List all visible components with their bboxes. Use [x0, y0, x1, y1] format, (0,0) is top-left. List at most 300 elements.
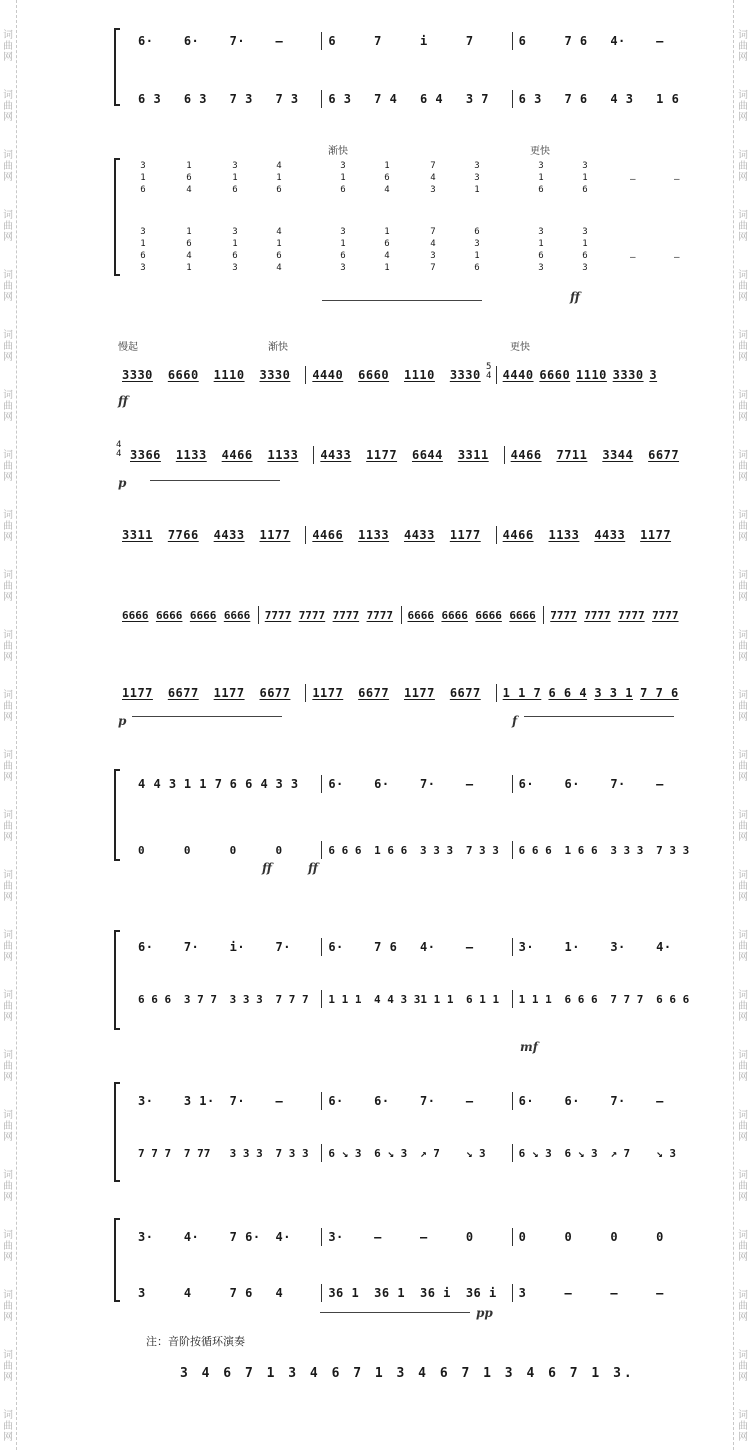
dynamic-p: p — [118, 476, 127, 490]
note-group: 3 — [518, 1286, 527, 1300]
watermark-text: 词曲网 — [738, 150, 748, 183]
note-group: 7 4 — [374, 92, 398, 106]
note-group: 7· — [229, 1094, 246, 1108]
rest-dash: – — [674, 252, 680, 263]
note-group: 7777 — [652, 608, 679, 622]
note-group: 0 — [656, 1230, 664, 1244]
watermark-text: 词曲网 — [3, 750, 13, 783]
watermark-text: 词曲网 — [3, 570, 13, 603]
watermark-text: 词曲网 — [738, 510, 748, 543]
note-group: 6660 — [539, 368, 571, 382]
watermark-text: 词曲网 — [738, 1350, 748, 1383]
note-group: 1177 — [640, 528, 672, 542]
chord-stack-upper: 7 4 3 — [430, 161, 436, 195]
note-group: 6 1 1 — [466, 992, 500, 1006]
note-group: 3330 — [612, 368, 644, 382]
watermark-text: 词曲网 — [3, 930, 13, 963]
watermark-text: 词曲网 — [3, 1350, 13, 1383]
system-11 — [110, 1218, 705, 1333]
note-group: 6660 — [167, 368, 199, 382]
system-2-chords — [110, 140, 705, 315]
watermark-text: 词曲网 — [3, 1170, 13, 1203]
note-group: 3 3 3 — [229, 992, 263, 1006]
time-signature-5-4: 5 4 — [486, 362, 492, 381]
measure — [321, 1144, 511, 1162]
rest-dash: – — [630, 174, 636, 185]
tempo-mark-faster: 更快 — [510, 342, 530, 353]
note-group: 1110 — [403, 368, 435, 382]
note-group: 0 — [229, 843, 237, 857]
note-group: 1 1 1 — [328, 992, 362, 1006]
note-group: 4 4 3 — [138, 777, 177, 791]
measure — [496, 366, 686, 384]
system-4 — [110, 440, 705, 490]
note-group: 6666 — [189, 608, 217, 622]
note-group: ↗ 7 — [610, 1146, 631, 1160]
note-group: 0 — [465, 1230, 474, 1244]
note-group: 7 6· — [229, 1230, 261, 1244]
score-sheet — [110, 0, 705, 1450]
chord-stack-upper: 3 1 6 — [538, 161, 544, 195]
note-group: 6666 — [475, 608, 502, 622]
crescendo-hairpin — [150, 480, 280, 481]
system-10 — [110, 1082, 705, 1192]
system-8 — [110, 765, 705, 875]
note-group: 3· — [138, 1230, 154, 1244]
note-group: – — [610, 1286, 619, 1300]
note-group: 7 7 6 — [640, 686, 679, 700]
note-group: 6 6 4 — [229, 777, 269, 791]
measure — [132, 841, 321, 859]
note-group: – — [656, 34, 664, 48]
note-group: 1110 — [213, 368, 245, 382]
watermark-text: 词曲网 — [3, 630, 13, 663]
chord-stack-lower: 3 1 6 3 — [340, 227, 346, 273]
watermark-text: 词曲网 — [738, 1170, 748, 1203]
note-group: 4 — [183, 1286, 192, 1300]
note-group: 36 1 — [328, 1286, 360, 1300]
note-group: ↗ 7 — [419, 1146, 440, 1160]
note-group: 7 7 7 — [138, 1146, 172, 1160]
measure — [504, 446, 694, 464]
crescendo-hairpin — [132, 716, 282, 717]
note-group: 4· — [610, 34, 626, 48]
melody-row — [132, 1092, 702, 1110]
dynamic-ff: ff — [308, 861, 318, 875]
measure — [258, 606, 401, 624]
note-group: 3 1· — [183, 1094, 215, 1108]
note-group: 7 3 3 — [275, 1146, 309, 1160]
note-group: 4· — [183, 1230, 200, 1244]
system-9 — [110, 930, 705, 1055]
watermark-text: 词曲网 — [738, 930, 748, 963]
chord-stack-lower: 1 6 4 1 — [384, 227, 390, 273]
watermark-text: 词曲网 — [3, 390, 13, 423]
accompaniment-row — [132, 1144, 702, 1162]
watermark-text: 词曲网 — [738, 390, 748, 423]
melody-row — [116, 526, 686, 544]
note-group: – — [465, 940, 474, 954]
measure — [512, 1228, 702, 1246]
note-group: 6666 — [441, 608, 468, 622]
crescendo-hairpin — [322, 300, 482, 301]
watermark-text: 词曲网 — [738, 870, 748, 903]
measure — [512, 938, 702, 956]
watermark-text: 词曲网 — [738, 690, 748, 723]
measure — [132, 938, 321, 956]
note-group: 6· — [328, 1094, 344, 1108]
watermark-text: 词曲网 — [3, 990, 13, 1023]
rest-dash: – — [630, 252, 636, 263]
melody-row — [124, 446, 694, 464]
note-group: 4· — [275, 1230, 291, 1244]
system-brace — [114, 1082, 116, 1182]
note-group: 7· — [419, 1094, 436, 1108]
chord-stack-lower: 1 6 4 1 — [186, 227, 192, 273]
melody-row — [116, 684, 686, 702]
melody-row — [132, 775, 702, 793]
note-group: – — [564, 1286, 573, 1300]
watermark-text: 词曲网 — [738, 30, 748, 63]
measure — [321, 1228, 511, 1246]
measure — [512, 841, 702, 859]
chord-stack-upper: 4 1 6 — [276, 161, 282, 195]
chord-stack-lower: 3 1 6 3 — [140, 227, 146, 273]
note-group: 3311 — [122, 528, 153, 542]
measure — [496, 526, 686, 544]
note-group: 7711 — [556, 448, 588, 462]
note-group: 6 6 6 — [328, 843, 362, 857]
note-group: 3311 — [457, 448, 489, 462]
watermark-text: 词曲网 — [738, 330, 748, 363]
note-group: 3 — [649, 368, 658, 382]
note-group: 1177 — [449, 528, 481, 542]
tempo-mark-faster: 更快 — [530, 146, 550, 157]
note-group: 6 — [518, 34, 527, 48]
note-group: 3· — [138, 1094, 154, 1108]
footnote-scale: 3 4 6 7 1 3 4 6 7 1 3 4 6 7 1 3 4 6 7 1 3. — [180, 1366, 635, 1381]
note-group: 1133 — [175, 448, 207, 462]
note-group: 1177 — [312, 686, 344, 700]
note-group: 36 i — [465, 1286, 497, 1300]
chord-stack-lower: 4 1 6 4 — [276, 227, 282, 273]
chord-stack-upper: 1 6 4 — [384, 161, 390, 195]
rest-dash: – — [674, 174, 680, 185]
note-group: 7777 — [298, 608, 326, 622]
tremolo-row — [116, 606, 686, 624]
note-group: 6 6 6 — [518, 843, 552, 857]
note-group: – — [656, 1094, 664, 1108]
note-group: ↘ 3 — [656, 1146, 677, 1160]
watermark-text: 词曲网 — [738, 750, 748, 783]
note-group: 1 1 1 — [518, 992, 552, 1006]
note-group: 6677 — [167, 686, 199, 700]
note-group: 6 4 — [419, 92, 444, 106]
system-brace — [114, 769, 116, 861]
watermark-text: 词曲网 — [738, 990, 748, 1023]
measure — [512, 990, 702, 1008]
measure — [305, 526, 495, 544]
note-group: 6 6 4 — [548, 686, 588, 700]
measure — [512, 32, 702, 50]
measure — [132, 1284, 321, 1302]
dynamic-f: f — [512, 714, 518, 728]
watermark-text: 词曲网 — [3, 1110, 13, 1143]
note-group: 4433 — [403, 528, 435, 542]
note-group: 3 3 3 — [610, 843, 644, 857]
watermark-text: 词曲网 — [738, 450, 748, 483]
melody-row — [132, 1228, 702, 1246]
watermark-text: 词曲网 — [738, 90, 748, 123]
dynamic-ff: ff — [262, 861, 272, 875]
note-group: 4466 — [312, 528, 344, 542]
measure — [132, 90, 321, 108]
note-group: 6· — [518, 777, 535, 791]
note-group: 6677 — [648, 448, 680, 462]
measure — [321, 90, 511, 108]
watermark-text: 词曲网 — [738, 1410, 748, 1443]
chord-stack-upper: 3 1 6 — [140, 161, 146, 195]
dynamic-pp: pp — [476, 1306, 493, 1320]
note-group: 1133 — [267, 448, 299, 462]
note-group: – — [656, 777, 664, 791]
note-group: 1177 — [259, 528, 291, 542]
system-brace — [114, 1218, 116, 1302]
note-group: 0 — [518, 1230, 527, 1244]
note-group: 6· — [183, 34, 200, 48]
note-group: 7 7 7 — [275, 992, 309, 1006]
note-group: 6 3 — [328, 92, 352, 106]
measure — [132, 32, 321, 50]
note-group: 7 6 — [564, 34, 588, 48]
chord-stack-upper: 1 6 4 — [186, 161, 192, 195]
note-group: 6· — [374, 777, 390, 791]
watermark-text: 词曲网 — [738, 570, 748, 603]
measure — [512, 90, 702, 108]
note-group: i — [419, 34, 428, 48]
note-group: 6· — [328, 940, 344, 954]
chord-stack-lower: 7 4 3 7 — [430, 227, 436, 273]
note-group: 6644 — [411, 448, 443, 462]
note-group: 6· — [518, 1094, 535, 1108]
note-group: 1177 — [366, 448, 398, 462]
note-group: i· — [229, 940, 246, 954]
watermark-text: 词曲网 — [3, 1410, 13, 1443]
measure — [305, 366, 495, 384]
note-group: 3 7 — [465, 92, 489, 106]
note-group: 6 — [328, 34, 337, 48]
measure — [313, 446, 503, 464]
note-group: 6666 — [155, 608, 183, 622]
note-group: 7777 — [584, 608, 611, 622]
note-group: 3 3 1 — [594, 686, 633, 700]
note-group: 6666 — [122, 608, 149, 622]
crescendo-hairpin — [524, 716, 674, 717]
watermark-text: 词曲网 — [3, 1290, 13, 1323]
melody-row — [132, 32, 702, 50]
chord-stack-upper: 3 1 6 — [232, 161, 238, 195]
watermark-text: 词曲网 — [3, 90, 13, 123]
time-signature-4-4: 4 4 — [116, 440, 122, 459]
measure — [321, 1284, 511, 1302]
note-group: 3330 — [449, 368, 481, 382]
watermark-text: 词曲网 — [3, 870, 13, 903]
note-group: 7 3 3 — [656, 843, 690, 857]
note-group: 6677 — [259, 686, 291, 700]
measure — [321, 841, 511, 859]
note-group: 7777 — [366, 608, 394, 622]
system-3 — [110, 336, 705, 406]
note-group: 6· — [564, 1094, 580, 1108]
note-group: 4· — [419, 940, 436, 954]
measure — [116, 366, 305, 384]
tempo-mark-gradual-fast: 渐快 — [328, 146, 348, 157]
note-group: 3· — [610, 940, 626, 954]
note-group: 6· — [564, 777, 580, 791]
note-group: 0 — [610, 1230, 619, 1244]
system-brace — [114, 930, 116, 1030]
note-group: 4433 — [594, 528, 626, 542]
right-watermark-strip — [733, 0, 750, 1450]
measure — [132, 1228, 321, 1246]
note-group: 7766 — [167, 528, 199, 542]
note-group: 7· — [229, 34, 246, 48]
note-group: 4440 — [502, 368, 534, 382]
note-group: 1177 — [213, 686, 245, 700]
chord-stack-lower: 3 1 6 3 — [582, 227, 588, 273]
note-group: 3366 — [130, 448, 161, 462]
note-group: – — [275, 1094, 284, 1108]
note-group: 4433 — [213, 528, 245, 542]
accompaniment-row — [132, 90, 702, 108]
note-group: 7· — [610, 777, 626, 791]
note-group: 6666 — [407, 608, 434, 622]
dynamic-mf: mf — [520, 1040, 538, 1054]
watermark-text: 词曲网 — [3, 270, 13, 303]
watermark-text: 词曲网 — [3, 1230, 13, 1263]
note-group: 6666 — [509, 608, 536, 622]
note-group: 0 — [564, 1230, 573, 1244]
system-5 — [110, 522, 705, 552]
note-group: – — [419, 1230, 428, 1244]
chord-stack-upper: 3 1 6 — [582, 161, 588, 195]
note-group: 3330 — [122, 368, 153, 382]
note-group: 6660 — [358, 368, 390, 382]
melody-row — [132, 938, 702, 956]
measure — [321, 938, 511, 956]
note-group: 7777 — [332, 608, 360, 622]
note-group: 1110 — [576, 368, 607, 382]
note-group: – — [275, 34, 284, 48]
watermark-text: 词曲网 — [3, 150, 13, 183]
system-6 — [110, 598, 705, 644]
watermark-text: 词曲网 — [3, 330, 13, 363]
system-brace — [114, 28, 116, 106]
measure — [512, 1092, 702, 1110]
note-group: 7· — [183, 940, 200, 954]
watermark-text: 词曲网 — [738, 630, 748, 663]
note-group: 7777 — [618, 608, 645, 622]
note-group: – — [465, 777, 474, 791]
dynamic-p: p — [118, 714, 127, 728]
measure — [305, 684, 495, 702]
melody-row — [116, 366, 686, 384]
note-group: 0 — [138, 843, 145, 857]
measure — [116, 526, 305, 544]
measure — [124, 446, 313, 464]
note-group: 1 1 7 — [502, 686, 542, 700]
watermark-text: 词曲网 — [3, 30, 13, 63]
system-brace — [114, 158, 116, 276]
note-group: 7 6 — [374, 940, 398, 954]
note-group: 6 ↘ 3 — [328, 1146, 362, 1160]
note-group: 3330 — [259, 368, 291, 382]
note-group: – — [465, 1094, 474, 1108]
measure — [321, 990, 511, 1008]
note-group: 6· — [138, 34, 154, 48]
note-group: 4 3 — [610, 92, 634, 106]
note-group: 36 1 — [374, 1286, 406, 1300]
note-group: 4440 — [312, 368, 344, 382]
system-7 — [110, 678, 705, 728]
measure — [321, 775, 511, 793]
note-group: 7777 — [550, 608, 577, 622]
note-group: 3· — [518, 940, 535, 954]
note-group: 1177 — [122, 686, 153, 700]
measure — [512, 1284, 702, 1302]
note-group: 1 6 6 — [564, 843, 598, 857]
note-group: 6· — [328, 777, 344, 791]
tempo-mark-slow-start: 慢起 — [118, 342, 138, 353]
note-group: 3344 — [602, 448, 634, 462]
measure — [116, 606, 258, 624]
chord-stack-lower: 3 1 6 3 — [232, 227, 238, 273]
accompaniment-row — [132, 990, 702, 1008]
note-group: 6677 — [358, 686, 390, 700]
note-group: 6677 — [449, 686, 481, 700]
note-group: 6 3 — [183, 92, 208, 106]
chord-stack-upper: 3 1 6 — [340, 161, 346, 195]
measure — [321, 1092, 511, 1110]
note-group: 7 — [374, 34, 382, 48]
note-group: 7· — [275, 940, 291, 954]
watermark-text: 词曲网 — [3, 1050, 13, 1083]
note-group: 7 3 3 — [465, 843, 499, 857]
system-1 — [110, 28, 705, 108]
note-group: 6 3 — [518, 92, 542, 106]
note-group: 7 3 — [275, 92, 299, 106]
measure — [116, 684, 305, 702]
note-group: 7 77 — [183, 1146, 211, 1160]
note-group: 3 — [138, 1286, 146, 1300]
note-group: 0 — [183, 843, 191, 857]
watermark-text: 词曲网 — [3, 210, 13, 243]
note-group: 3 3 — [275, 777, 299, 791]
note-group: 4· — [656, 940, 672, 954]
measure — [543, 606, 686, 624]
note-group: – — [656, 1286, 664, 1300]
note-group: 1133 — [358, 528, 390, 542]
note-group: 4466 — [510, 448, 542, 462]
note-group: 7· — [419, 777, 436, 791]
note-group: 36 i — [419, 1286, 451, 1300]
note-group: 4466 — [502, 528, 534, 542]
note-group: 6 6 6 — [138, 992, 172, 1006]
note-group: 3· — [328, 1230, 344, 1244]
note-group: 1 6 — [656, 92, 680, 106]
watermark-text: 词曲网 — [738, 1110, 748, 1143]
watermark-text: 词曲网 — [738, 270, 748, 303]
